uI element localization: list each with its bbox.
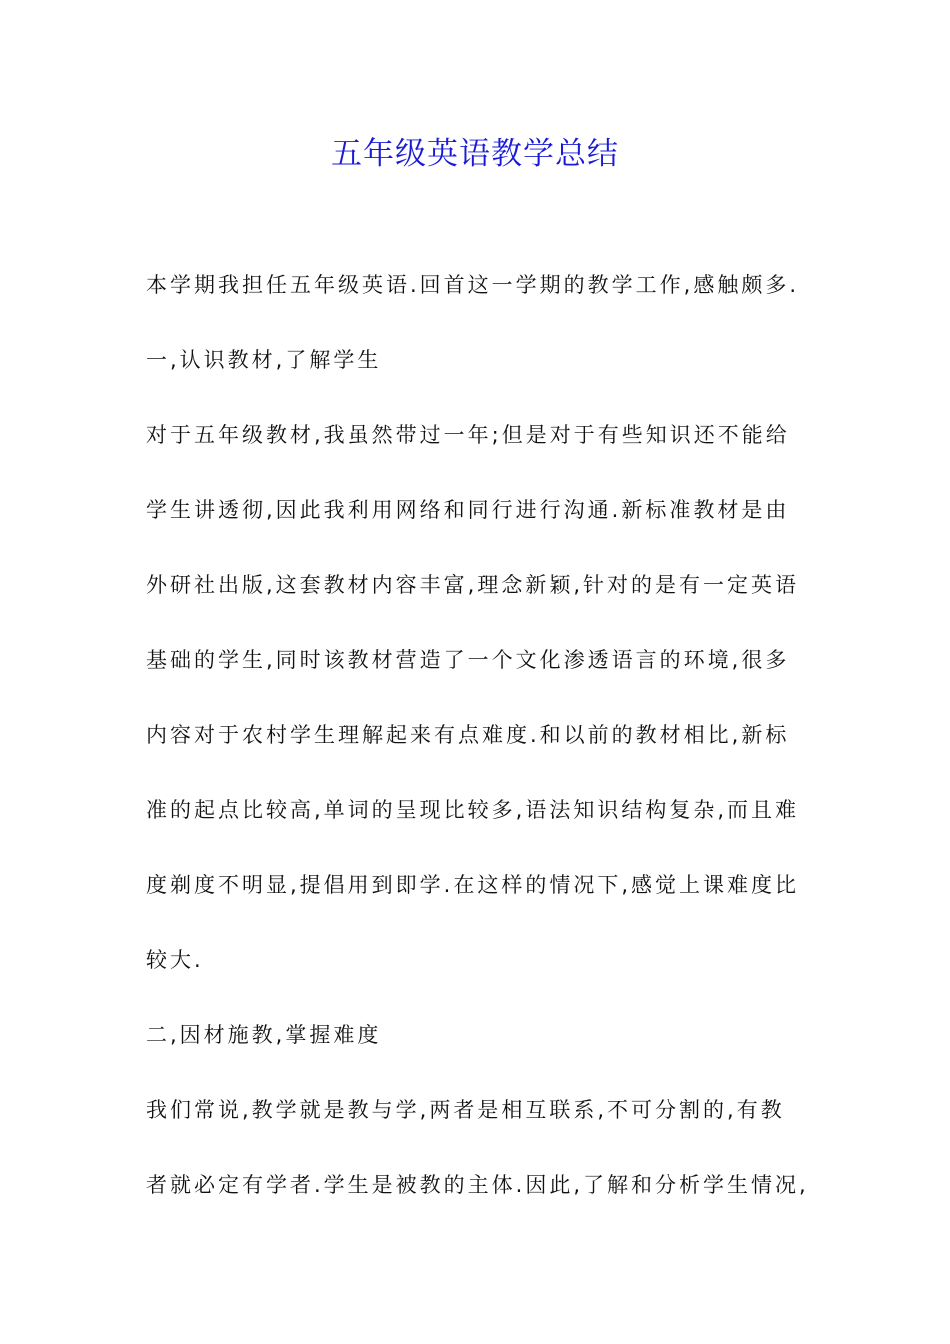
section-heading: 二,因材施教,掌握难度 [146, 1023, 382, 1047]
paragraph-line: 度剃度不明显,提倡用到即学.在这样的情况下,感觉上课难度比 [146, 873, 800, 897]
paragraph-line: 对于五年级教材,我虽然带过一年;但是对于有些知识还不能给 [146, 423, 790, 447]
paragraph-line: 外研社出版,这套教材内容丰富,理念新颖,针对的是有一定英语 [146, 573, 800, 597]
paragraph-line: 较大. [146, 948, 204, 972]
paragraph-line: 内容对于农村学生理解起来有点难度.和以前的教材相比,新标 [146, 723, 790, 747]
paragraph-line: 本学期我担任五年级英语.回首这一学期的教学工作,感触颇多. [146, 273, 800, 297]
paragraph-line: 准的起点比较高,单词的呈现比较多,语法知识结构复杂,而且难 [146, 798, 800, 822]
document-title: 五年级英语教学总结 [331, 136, 619, 172]
paragraph-line: 学生讲透彻,因此我利用网络和同行进行沟通.新标准教材是由 [146, 498, 790, 522]
paragraph-line: 者就必定有学者.学生是被教的主体.因此,了解和分析学生情况, [146, 1173, 809, 1197]
paragraph-line: 基础的学生,同时该教材营造了一个文化渗透语言的环境,很多 [146, 648, 790, 672]
section-heading: 一,认识教材,了解学生 [146, 348, 382, 372]
paragraph-line: 我们常说,教学就是教与学,两者是相互联系,不可分割的,有教 [146, 1098, 785, 1122]
